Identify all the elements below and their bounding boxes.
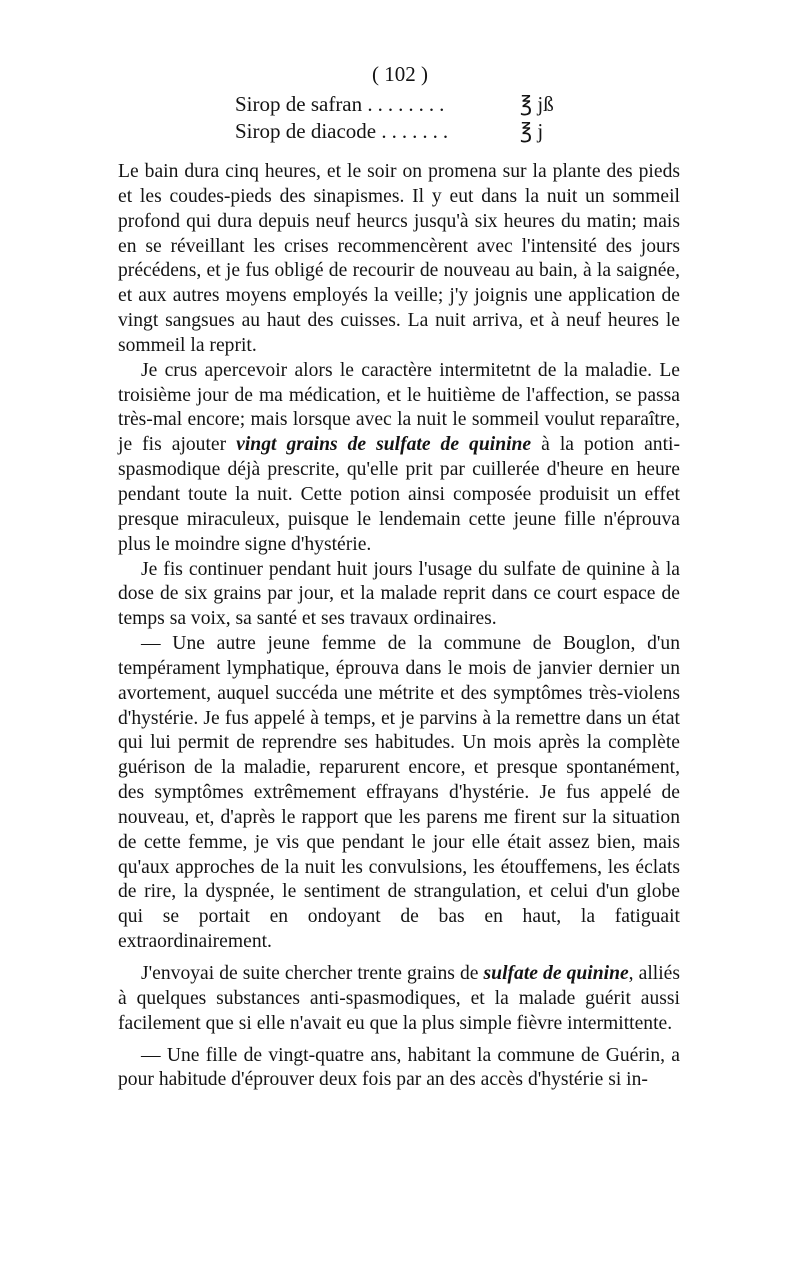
paragraph bbox=[118, 359, 680, 558]
paragraph-text: Le bain dura cinq heures, et le soir on promena sur la plante des pieds et les coudes-pieds des sinapismes. Il y eut dans la nuit un sommeil profond qui dura depuis neuf heurcs jusqu'à six heures du matin; mais en se réveillant les crises recommencèrent avec l'intensité des jours précédens, et je fus obligé de recourir de nouveau au bain, à la saignée, et aux autres moyens employés la veille; j'y joignis une application de vingt sangsues au haut des cuisses. La nuit arriva, et à neuf heures le sommeil la reprit. bbox=[118, 161, 680, 356]
paragraph-text: Je crus apercevoir alors le caractère intermitetnt de la maladie. Le troisième jour de ma médication, et le huitième de l'affection, se passa très-mal encore; mais lorsque avec la nuit le sommeil voulut reparaître, je fis ajouter bbox=[118, 359, 680, 456]
recipe-line bbox=[235, 91, 565, 118]
recipe-dose: ℥ j bbox=[520, 119, 544, 143]
paragraph-text: Je fis continuer pendant huit jours l'usage du sulfate de quinine à la dose de six grains par jour, et la malade reprit dans ce court espace de temps sa voix, sa santé et ses travaux ordinaires. bbox=[118, 558, 680, 630]
paragraph-text: à la potion anti-spasmodique déjà prescrite, qu'elle prit par cuillerée d'heure en heure pendant toute la nuit. Cette potion ainsi composée produisit un effet presque miraculeux, puisque le lendemain cette jeune fille n'éprouva plus le moindre signe d'hystérie. bbox=[118, 434, 680, 555]
recipe-line bbox=[235, 118, 565, 145]
paragraph bbox=[118, 962, 680, 1037]
recipe-dose: ℥ jß bbox=[520, 92, 554, 116]
recipe-ingredient: Sirop de safran bbox=[235, 92, 363, 116]
page-number: ( 102 ) bbox=[372, 62, 428, 86]
emphasis-text: sulfate de quinine bbox=[483, 963, 629, 984]
paragraph bbox=[118, 1044, 680, 1094]
paragraph bbox=[118, 160, 680, 359]
paragraph-text: — Une fille de vingt-quatre ans, habitant la commune de Guérin, a pour habitude d'éprouver deux fois par an des accès d'hystérie si in- bbox=[118, 1044, 680, 1091]
paragraph-text: , alliés à quelques substances anti-spasmodiques, et la malade guérit aussi facilement que si elle n'avait eu que la plus simple fièvre intermittente. bbox=[118, 963, 680, 1034]
paragraph bbox=[118, 632, 680, 955]
recipe-ingredient: Sirop de diacode bbox=[235, 119, 377, 143]
recipe-leader-dots: ....... bbox=[381, 119, 454, 143]
body-text bbox=[118, 160, 680, 1093]
paragraph bbox=[118, 558, 680, 633]
paragraph-text: J'envoyai de suite chercher trente grains de bbox=[141, 963, 484, 984]
paragraph-text: — Une autre jeune femme de la commune de Bouglon, d'un tempérament lymphatique, éprouva dans le mois de janvier dernier un avortement, auquel succéda une métrite et des symptômes très-violens d'hystérie. Je fus appelé à temps, et je parvins à la remettre dans un état qui lui permit de reprendre ses habitudes. Un mois après la complète guérison de la maladie, reparurent encore, et presque spontanément, des symptômes extrêmement effrayans d'hystérie. Je fus appelé de nouveau, et, d'après le rapport que les parens me firent sur la situation de cette femme, je vis que pendant le jour elle était assez bien, mais qu'aux approches de la nuit les convulsions, les étouffemens, les éclats de rire, la dyspnée, le sentiment de strangulation, et celui d'un globe qui se portait en ondoyant de bas en haut, la fatiguait extraordinairement. bbox=[118, 633, 680, 953]
recipe-leader-dots: ........ bbox=[367, 92, 450, 116]
emphasis-text: vingt grains de sulfate de quinine bbox=[236, 434, 532, 456]
